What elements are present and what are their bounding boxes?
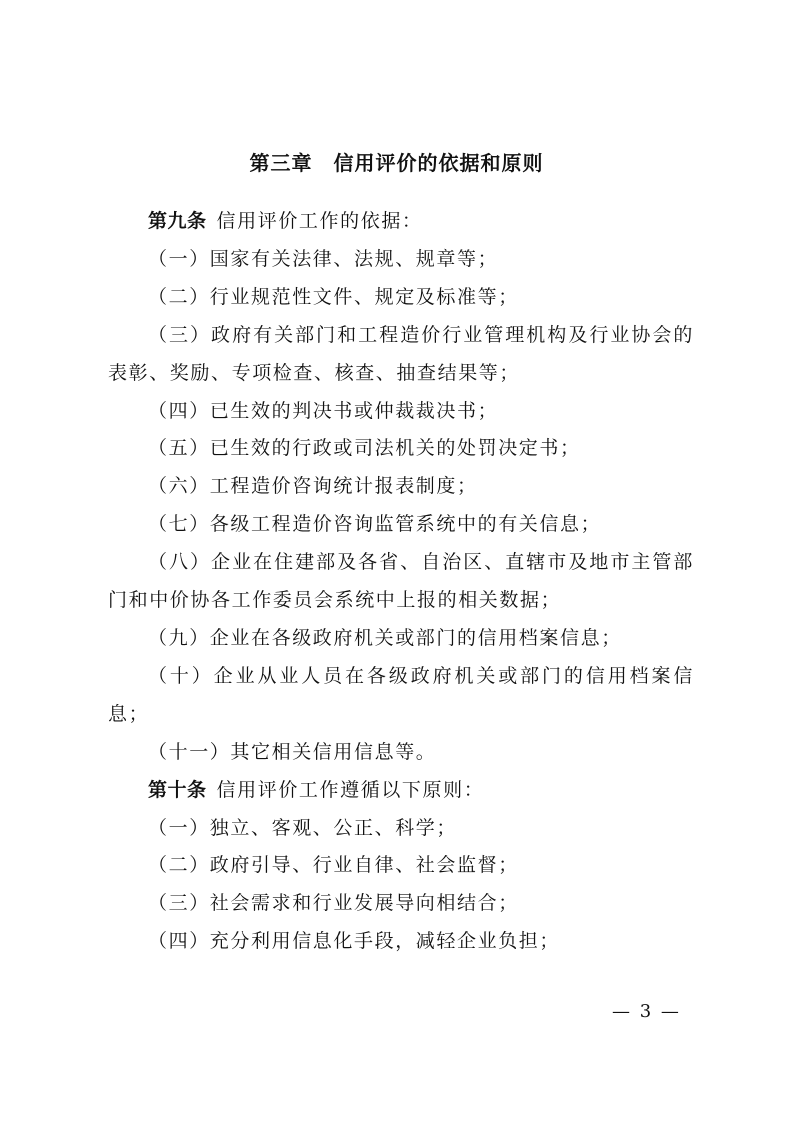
article-9-item: （九）企业在各级政府机关或部门的信用档案信息；	[148, 626, 622, 649]
article-9-item: （十）企业从业人员在各级政府机关或部门的信用档案信息；	[108, 664, 694, 725]
article-9-item: （三）政府有关部门和工程造价行业管理机构及行业协会的表彰、奖励、专项检查、核查、抽查结果等；	[108, 323, 694, 384]
article-10-item: （一）独立、客观、公正、科学；	[148, 816, 458, 839]
article-10-item: （三）社会需求和行业发展导向相结合；	[148, 892, 519, 915]
article-10-heading: 第十条	[148, 778, 207, 801]
document-body	[108, 203, 694, 961]
article-9-item: （七）各级工程造价咨询监管系统中的有关信息；	[148, 513, 602, 536]
article-9-item: （十一）其它相关信用信息等。	[148, 740, 437, 763]
article-10-item: （二）政府引导、行业自律、社会监督；	[148, 854, 519, 877]
article-9-item: （五）已生效的行政或司法机关的处罚决定书；	[148, 437, 581, 460]
article-10-item: （四）充分利用信息化手段，减轻企业负担；	[148, 930, 561, 953]
article-9-text: 信用评价工作的依据：	[216, 210, 423, 232]
article-10-intro	[108, 772, 694, 810]
article-9-heading: 第九条	[148, 210, 207, 232]
article-9-item: （一）国家有关法律、法规、规章等；	[148, 247, 499, 270]
page-number: — 3 —	[612, 1001, 681, 1022]
article-9-item: （六）工程造价咨询统计报表制度；	[148, 475, 478, 498]
article-9-item: （四）已生效的判决书或仲裁裁决书；	[148, 399, 499, 422]
article-9-item: （二）行业规范性文件、规定及标准等；	[148, 285, 519, 308]
article-10-text: 信用评价工作遵循以下原则：	[216, 778, 485, 801]
article-9-intro	[108, 203, 694, 241]
chapter-title: 第三章 信用评价的依据和原则	[249, 151, 544, 175]
article-9-item: （八）企业在住建部及各省、自治区、直辖市及地市主管部门和中价协各工作委员会系统中上报的相关数据；	[108, 551, 694, 612]
